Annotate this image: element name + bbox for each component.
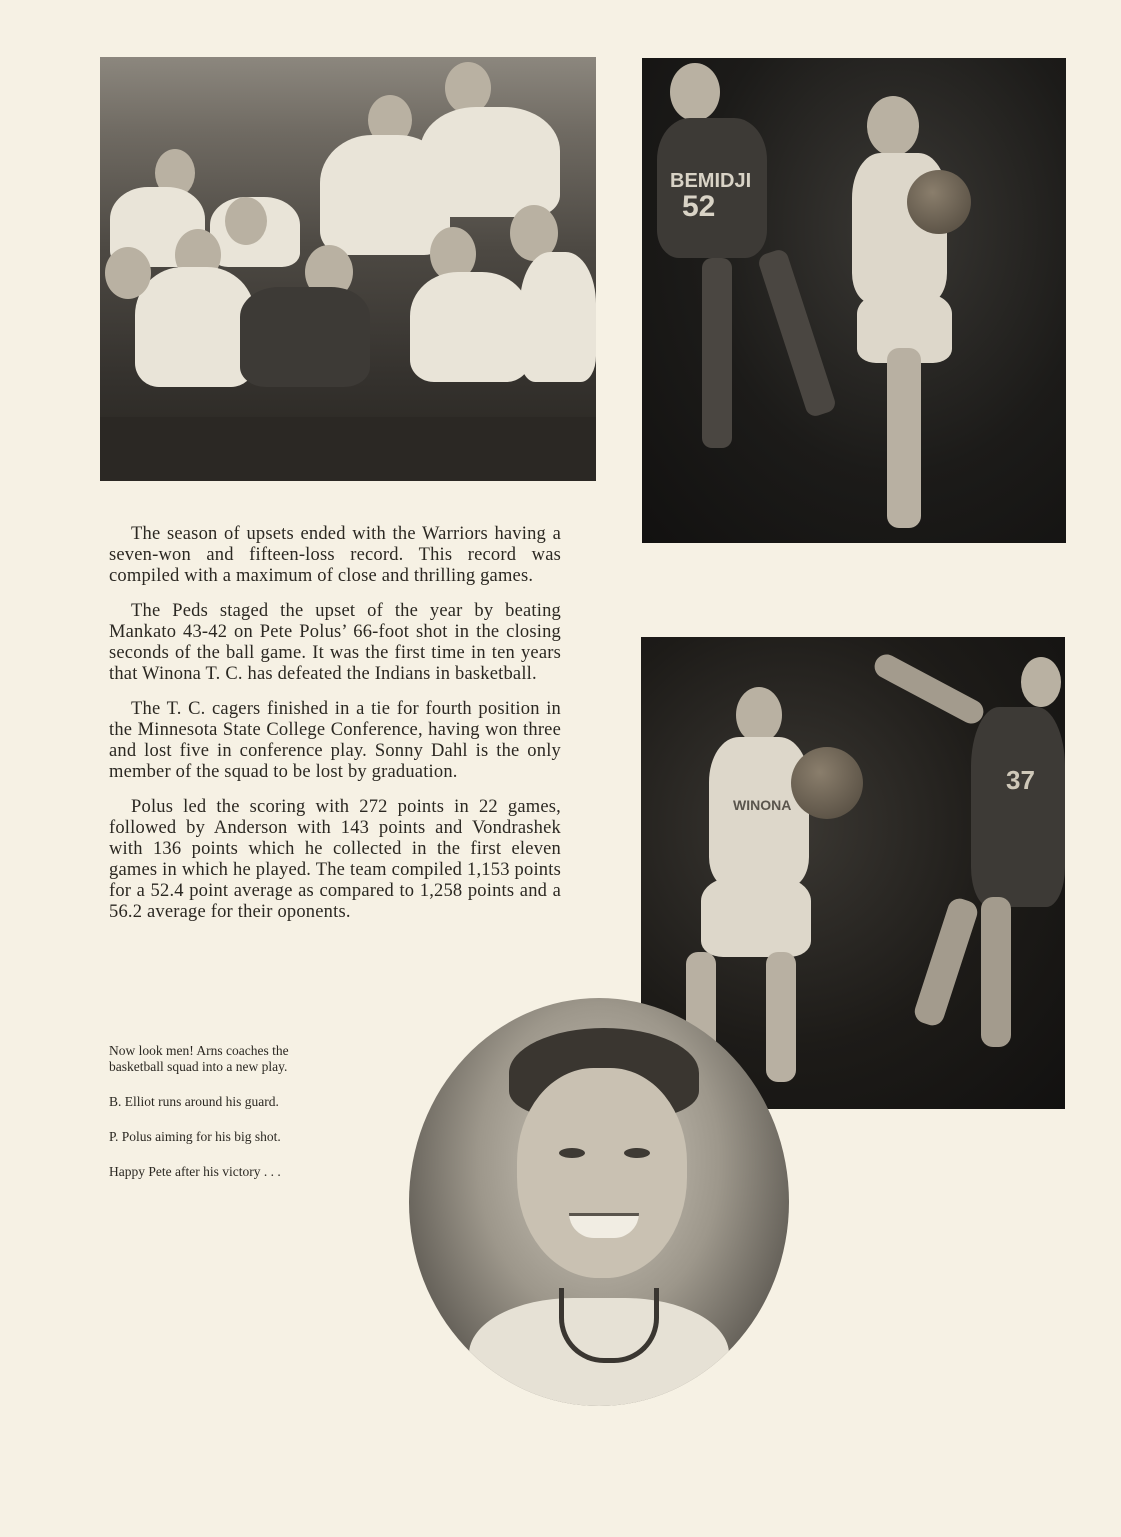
opponent-jersey-number: 37 [1006,765,1035,795]
article-paragraph: The season of upsets ended with the Warriors having a seven-won and fifteen-loss record. This record was compiled with a maximum of close and thrilling games. [109,524,561,586]
caption-polus: P. Polus aiming for his big shot. [109,1129,281,1144]
caption-pete: Happy Pete after his victory . . . [109,1164,281,1179]
team-huddle-photo [100,57,596,481]
photo-captions [109,1043,339,1199]
article-body [109,524,561,937]
polus-jersey-lettering: WINONA [733,797,792,813]
article-paragraph: The T. C. cagers finished in a tie for fourth position in the Minnesota State College Conference, having won three and lost five in conference play. Sonny Dahl is the only member of the squad to be lost by graduation. [109,699,561,782]
happy-pete-portrait [409,998,789,1406]
elliot-drive-photo [642,58,1066,543]
article-paragraph: Polus led the scoring with 272 points in 22 games, followed by Anderson with 143 points and Vondrashek with 136 points which he collected in the first eleven games in which he played. The team compiled 1,153 points for a 52.4 point average as compared to 1,258 points and a 56.2 average for their oponents. [109,797,561,922]
opponent-jersey-lettering: BEMIDJI [670,170,752,192]
opponent-jersey-number: 52 [682,190,716,223]
caption-huddle: Now look men! Arns coaches the basketball squad into a new play. [109,1043,289,1074]
article-paragraph: The Peds staged the upset of the year by beating Mankato 43-42 on Pete Polus’ 66-foot shot in the closing seconds of the ball game. It was the first time in ten years that Winona T. C. has defeated the Indians in basketball. [109,601,561,684]
caption-elliot: B. Elliot runs around his guard. [109,1094,279,1109]
